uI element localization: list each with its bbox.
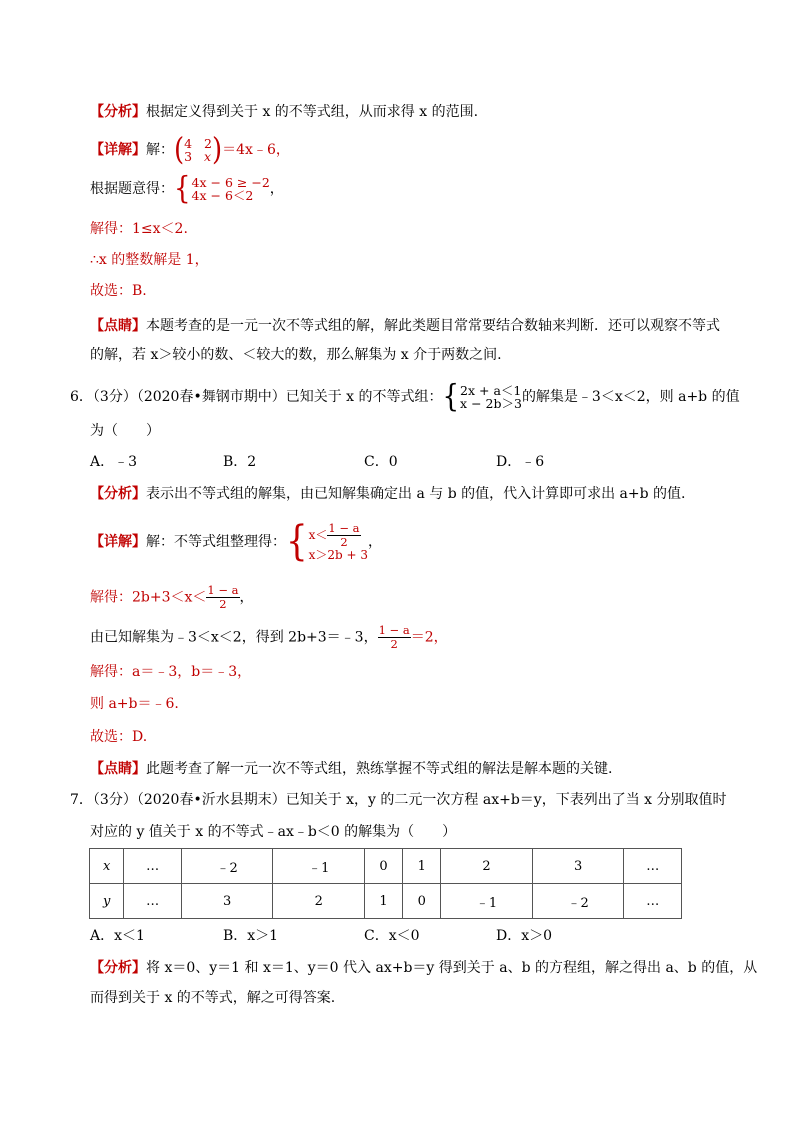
table-cell: 0 (403, 884, 441, 919)
q6-analysis (90, 484, 686, 504)
table-cell: x (90, 849, 124, 884)
dianjing-line2: 的解，若 x＞较小的数、＜较大的数，那么解集为 x 介于两数之间. (90, 347, 502, 363)
table-cell: … (124, 884, 182, 919)
table-row (90, 884, 682, 919)
q6-known (90, 624, 448, 651)
dianjing-tag: 【点睛】 (90, 761, 146, 777)
table-cell: ﹣1 (273, 849, 365, 884)
q7-stem-line1: 7．（3分）（2020春•沂水县期末）已知关于 x，y 的二元一次方程 ax+b＝y，下表列出了当 x 分别取值时 (70, 792, 727, 808)
p5-analysis (90, 102, 478, 122)
table-cell: y (90, 884, 124, 919)
table-cell: ﹣2 (181, 849, 273, 884)
p5-solve: 解得：1≤x＜2. (90, 221, 188, 237)
known-text: 由已知解集为﹣3＜x＜2，得到 2b+3＝﹣3， (90, 629, 378, 646)
q6-sum: 则 a+b＝﹣6. (90, 696, 179, 712)
p5-integer: ∴x 的整数解是 1， (90, 252, 209, 268)
q7-option-c[interactable]: C．x＜0 (364, 928, 420, 944)
dianjing-line1: 本题考查的是一元一次不等式组的解，解此类题目常常要结合数轴来判断．还可以观察不等式 (146, 318, 720, 334)
q6-option-c[interactable]: C．0 (364, 454, 398, 470)
table-cell: … (624, 849, 682, 884)
table-cell: 3 (532, 849, 624, 884)
detail-tag: 【详解】 (90, 142, 146, 158)
analysis-tag: 【分析】 (90, 104, 146, 120)
solve-fraction: $\frac{1 - a}{2}$ (207, 583, 239, 611)
q6-option-d[interactable]: D．﹣6 (496, 454, 545, 470)
table-row (90, 849, 682, 884)
table-cell: 2 (273, 884, 365, 919)
q6-detail-system: x＜ $\frac{1 - a}{2}$ x＞2b + 3 (308, 521, 369, 562)
q6-dianjing (90, 759, 612, 779)
p5-dianjing (90, 316, 720, 336)
q6-stem-line2: 为（ ） (90, 423, 160, 439)
inequality-system: 4x − 6 ≥ −2 4x − 6＜2 (191, 175, 270, 203)
q6-options (90, 452, 690, 472)
q6-ab: 解得：a＝﹣3，b＝﹣3， (90, 664, 252, 680)
q7-options (90, 926, 690, 946)
table-cell: 3 (181, 884, 273, 919)
q6-system-brace: { (442, 379, 460, 415)
p5-answer: 故选：B. (90, 283, 147, 299)
q6-option-b[interactable]: B．2 (223, 454, 257, 470)
determinant-result: ＝4x﹣6， (222, 142, 290, 158)
q7-option-d[interactable]: D．x＞0 (496, 928, 553, 944)
table-cell: 2 (441, 849, 533, 884)
solve-prefix: 解得：2b+3＜x＜ (90, 589, 207, 606)
q6-stem-system: 2x + a＜1 x − 2b＞3 (460, 383, 522, 411)
analysis-line1: 将 x＝0、y＝1 和 x＝1、y＝0 代入 ax+b＝y 得到关于 a、b 的方程组，解之得出 a、b 的值，从 (146, 960, 758, 976)
table-cell: 0 (365, 849, 403, 884)
q7-option-b[interactable]: B．x＞1 (223, 928, 279, 944)
analysis-tag: 【分析】 (90, 486, 146, 502)
dianjing-tag: 【点睛】 (90, 318, 146, 334)
q6-stem-prefix: 6．（3分）（2020春•舞钢市期中）已知关于 x 的不等式组： (70, 389, 443, 405)
q7-option-a[interactable]: A．x＜1 (90, 928, 145, 944)
q6-answer: 故选：D. (90, 729, 148, 745)
known-fraction: $\frac{1 - a}{2}$ (378, 623, 410, 651)
table-cell: 1 (365, 884, 403, 919)
q7-stem-line2: 对应的 y 值关于 x 的不等式﹣ax﹣b＜0 的解集为（ ） (90, 824, 457, 840)
detail-prefix: 解： (146, 142, 174, 158)
analysis-text: 表示出不等式组的解集，由已知解集确定出 a 与 b 的值，代入计算即可求出 a+b 的值. (146, 486, 686, 502)
q6-stem-suffix: 的解集是﹣3＜x＜2，则 a+b 的值 (521, 389, 740, 405)
q6-detail-brace: { (286, 518, 308, 566)
table-cell: ﹣2 (532, 884, 624, 919)
p5-detail (90, 132, 290, 168)
system-intro: 根据题意得： (90, 181, 174, 197)
table-cell: … (624, 884, 682, 919)
q6-stem (70, 379, 740, 415)
q6-detail: 【详解】解：不等式组整理得：{x＜ $\frac{1 - a}{2}$ x＞2b + 3， (90, 518, 383, 566)
known-after: ＝2， (410, 629, 448, 646)
xy-value-table (89, 848, 682, 919)
detail-text: 解：不等式组整理得： (146, 534, 286, 550)
analysis-text: 根据定义得到关于 x 的不等式组，从而求得 x 的范围. (146, 104, 479, 120)
system-brace: { (174, 171, 191, 207)
dianjing-text: 此题考查了解一元一次不等式组，熟练掌握不等式组的解法是解本题的关键. (146, 761, 613, 777)
analysis-line2: 而得到关于 x 的不等式，解之可得答案. (90, 990, 336, 1006)
table-cell: 1 (403, 849, 441, 884)
q7-analysis (90, 958, 757, 978)
table-cell: … (124, 849, 182, 884)
table-cell: ﹣1 (441, 884, 533, 919)
determinant: (4 2 3 x) (174, 132, 223, 168)
p5-system: 根据题意得：{4x − 6 ≥ −2 4x − 6＜2 ， (90, 171, 284, 207)
q6-option-a[interactable]: A．﹣3 (90, 454, 138, 470)
detail-tag: 【详解】 (90, 534, 146, 550)
analysis-tag: 【分析】 (90, 960, 146, 976)
q6-solve: 解得：2b+3＜x＜ $\frac{1 - a}{2}$ ， (90, 583, 254, 611)
